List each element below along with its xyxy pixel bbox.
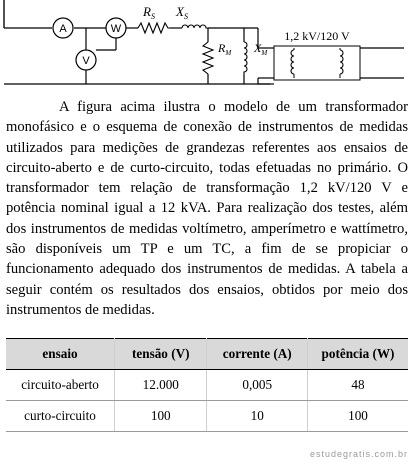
cell-potencia: 100 bbox=[307, 401, 408, 432]
series-resistor bbox=[138, 23, 170, 33]
header-ensaio: ensaio bbox=[6, 339, 115, 370]
wattmeter-symbol bbox=[106, 18, 126, 38]
question-text bbox=[6, 97, 408, 320]
svg-text:A: A bbox=[59, 23, 67, 35]
primary-winding bbox=[291, 50, 294, 74]
table-row bbox=[6, 370, 408, 401]
cell-corrente: 10 bbox=[207, 401, 308, 432]
cell-tensao: 12.000 bbox=[115, 370, 207, 401]
secondary-winding bbox=[340, 50, 343, 74]
xm-label: $X_M$ bbox=[254, 41, 268, 57]
series-reactance bbox=[182, 25, 208, 28]
header-tensao: tensão (V) bbox=[115, 339, 207, 370]
voltmeter-symbol bbox=[76, 50, 96, 70]
header-potencia: potência (W) bbox=[307, 339, 408, 370]
transformer-circuit-diagram bbox=[0, 0, 418, 96]
rm-label: $R_M$ bbox=[218, 41, 232, 57]
table-row bbox=[6, 401, 408, 432]
cell-potencia: 48 bbox=[307, 370, 408, 401]
cell-ensaio: curto-circuito bbox=[6, 401, 115, 432]
xs-label: $X_S$ bbox=[176, 4, 188, 21]
transformer-ratio-label: 1,2 kV/120 V bbox=[284, 29, 350, 43]
cell-corrente: 0,005 bbox=[207, 370, 308, 401]
header-corrente: corrente (A) bbox=[207, 339, 308, 370]
magnetizing-reactance bbox=[244, 42, 247, 74]
cell-tensao: 100 bbox=[115, 401, 207, 432]
svg-text:V: V bbox=[82, 55, 90, 67]
question-paragraph: A figura acima ilustra o modelo de um transformador monofásico e o esquema de conexão de instrumentos de medidas utilizados para medições de grandezas referentes aos ensaios de circuito-aberto e de curto-circuito, todas efetuadas no primário. O transformador tem relação de transformação 1,2 kV/120 V e potência nominal igual a 12 kVA. Para realização dos testes, além dos instrumentos de medidas voltímetro, amperímetro e wattímetro, são disponíveis um TP e um TC, a fim de se propiciar o funcionamento adequado dos instrumentos de medidas. A tabela a seguir contém os resultados dos ensaios, obtidos por meio dos instrumentos de medidas. bbox=[6, 99, 408, 318]
test-results-table bbox=[6, 338, 408, 432]
table-header-row bbox=[6, 339, 408, 370]
magnetizing-resistor bbox=[203, 42, 213, 74]
ammeter-symbol bbox=[53, 18, 73, 38]
cell-ensaio: circuito-aberto bbox=[6, 370, 115, 401]
svg-text:W: W bbox=[110, 23, 122, 35]
rs-label: $R_S$ bbox=[143, 4, 155, 21]
site-watermark: estudegratis.com.br bbox=[309, 449, 408, 459]
